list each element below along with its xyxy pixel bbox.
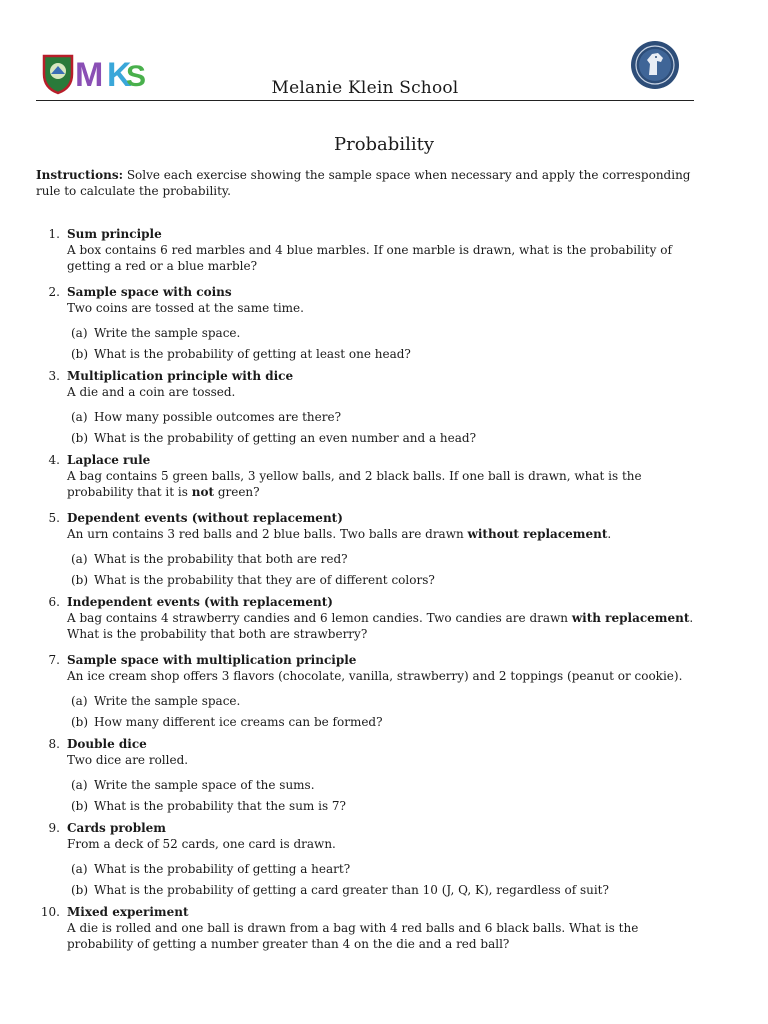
svg-text:M: M — [75, 56, 104, 94]
exercise-text-part: An urn contains 3 red balls and 2 blue balls. Two balls are drawn — [67, 527, 468, 541]
exercise-2 — [36, 284, 694, 362]
subquestions — [67, 551, 694, 588]
exercise-text-part: A bag contains 5 green balls, 3 yellow balls, and 2 black balls. If one ball is drawn, what is the probability that it is — [67, 469, 642, 499]
exercise-number: 6. — [48, 595, 60, 609]
subquestion-label: (b) — [71, 431, 89, 445]
page-title: Probability — [333, 134, 434, 155]
exercise-text: A die and a coin are tossed. — [67, 385, 236, 399]
subquestion-label: (b) — [71, 883, 89, 897]
exercise-4 — [36, 452, 694, 500]
subquestion — [67, 693, 694, 709]
subquestions — [67, 693, 694, 730]
subquestion — [67, 430, 694, 446]
exercise-title: Multiplication principle with dice — [67, 369, 294, 383]
exercise-7 — [36, 652, 694, 730]
subquestion-text: Write the sample space. — [94, 694, 241, 708]
exercise-title: Mixed experiment — [67, 905, 189, 919]
subquestion — [67, 861, 694, 877]
subquestions — [67, 777, 694, 814]
exercise-10 — [36, 904, 694, 952]
subquestions — [67, 409, 694, 446]
subquestion-text: What is the probability of getting at least one head? — [94, 347, 411, 361]
instructions — [36, 167, 694, 199]
school-name: Melanie Klein School — [271, 78, 459, 98]
exercise-6 — [36, 594, 694, 642]
subquestion-label: (b) — [71, 799, 89, 813]
instructions-text: Solve each exercise showing the sample space when necessary and apply the corresponding rule to calculate the probability. — [36, 168, 691, 198]
subquestion-label: (a) — [71, 862, 88, 876]
exercise-number: 1. — [48, 227, 60, 241]
exercise-list — [36, 226, 694, 952]
exercise-title: Laplace rule — [67, 453, 151, 467]
subquestion-text: How many different ice creams can be formed? — [94, 715, 383, 729]
subquestion-text: How many possible outcomes are there? — [94, 410, 342, 424]
exercise-text-emphasis: with replacement — [571, 611, 690, 625]
exercise-number: 3. — [48, 369, 60, 383]
exercise-number: 9. — [48, 821, 60, 835]
subquestion-text: What is the probability that the sum is 7? — [94, 799, 346, 813]
subquestion-label: (a) — [71, 326, 88, 340]
svg-text:S: S — [126, 60, 147, 93]
subquestion — [67, 714, 694, 730]
exercise-text — [67, 526, 694, 542]
exercise-title: Double dice — [67, 737, 147, 751]
exercise-1 — [36, 226, 694, 274]
subquestion — [67, 409, 694, 425]
exercise-9 — [36, 820, 694, 898]
subquestion-label: (a) — [71, 778, 88, 792]
exercise-number: 4. — [48, 453, 60, 467]
subquestion — [67, 777, 694, 793]
subquestions — [67, 861, 694, 898]
subquestion — [67, 882, 694, 898]
exercise-number: 2. — [48, 285, 60, 299]
subquestion — [67, 798, 694, 814]
subquestion — [67, 551, 694, 567]
exercise-text — [67, 610, 694, 642]
exercise-text-part: green? — [214, 485, 260, 499]
exercise-5 — [36, 510, 694, 588]
subquestion-text: What is the probability that both are red? — [94, 552, 348, 566]
subquestion-label: (a) — [71, 694, 88, 708]
exercise-number: 8. — [48, 737, 60, 751]
subquestion-text: What is the probability that they are of different colors? — [94, 573, 435, 587]
exercise-text: From a deck of 52 cards, one card is drawn. — [67, 837, 336, 851]
instructions-label: Instructions: — [36, 168, 124, 182]
exercise-number: 10. — [40, 905, 60, 919]
exercise-text-emphasis: not — [191, 485, 214, 499]
exercise-text: A box contains 6 red marbles and 4 blue marbles. If one marble is drawn, what is the probability of getting a red or a blue marble? — [67, 243, 672, 273]
exercise-text: A die is rolled and one ball is drawn from a bag with 4 red balls and 6 black balls. What is the probability of getting a number greater than 4 on the die and a red ball? — [67, 921, 639, 951]
subquestion-text: Write the sample space. — [94, 326, 241, 340]
exercise-title: Independent events (with replacement) — [67, 595, 333, 609]
subquestion-label: (a) — [71, 552, 88, 566]
subquestion-label: (b) — [71, 347, 89, 361]
exercise-text — [67, 468, 694, 500]
svg-text:K: K — [107, 56, 132, 94]
subquestion-text: Write the sample space of the sums. — [94, 778, 315, 792]
subquestion-label: (b) — [71, 573, 89, 587]
exercise-text-part: A bag contains 4 strawberry candies and 6 lemon candies. Two candies are drawn — [67, 611, 572, 625]
subquestion — [67, 346, 694, 362]
exercise-number: 5. — [48, 511, 60, 525]
exercise-title: Sum principle — [67, 227, 162, 241]
exercise-number: 7. — [48, 653, 60, 667]
subquestion — [67, 572, 694, 588]
exercise-text-part: . What is the probability that both are strawberry? — [67, 611, 694, 641]
exercise-title: Dependent events (without replacement) — [67, 511, 343, 525]
subquestion-text: What is the probability of getting a heart? — [94, 862, 351, 876]
exercise-title: Sample space with multiplication principle — [67, 653, 357, 667]
subquestion-text: What is the probability of getting a card greater than 10 (J, Q, K), regardless of suit? — [94, 883, 609, 897]
exercise-8 — [36, 736, 694, 814]
subquestion-label: (b) — [71, 715, 89, 729]
subquestion — [67, 325, 694, 341]
subquestion-text: What is the probability of getting an even number and a head? — [94, 431, 477, 445]
exercise-text-part: . — [607, 527, 612, 541]
exercise-text: An ice cream shop offers 3 flavors (chocolate, vanilla, strawberry) and 2 toppings (peanut or cookie). — [67, 669, 683, 683]
exercise-text: Two coins are tossed at the same time. — [67, 301, 304, 315]
subquestions — [67, 325, 694, 362]
exercise-title: Cards problem — [67, 821, 166, 835]
subquestion-label: (a) — [71, 410, 88, 424]
exercise-text-emphasis: without replacement — [467, 527, 608, 541]
exercise-text: Two dice are rolled. — [67, 753, 189, 767]
exercise-3 — [36, 368, 694, 446]
header-divider — [36, 100, 694, 101]
page-header — [36, 40, 694, 102]
exercise-title: Sample space with coins — [67, 285, 232, 299]
